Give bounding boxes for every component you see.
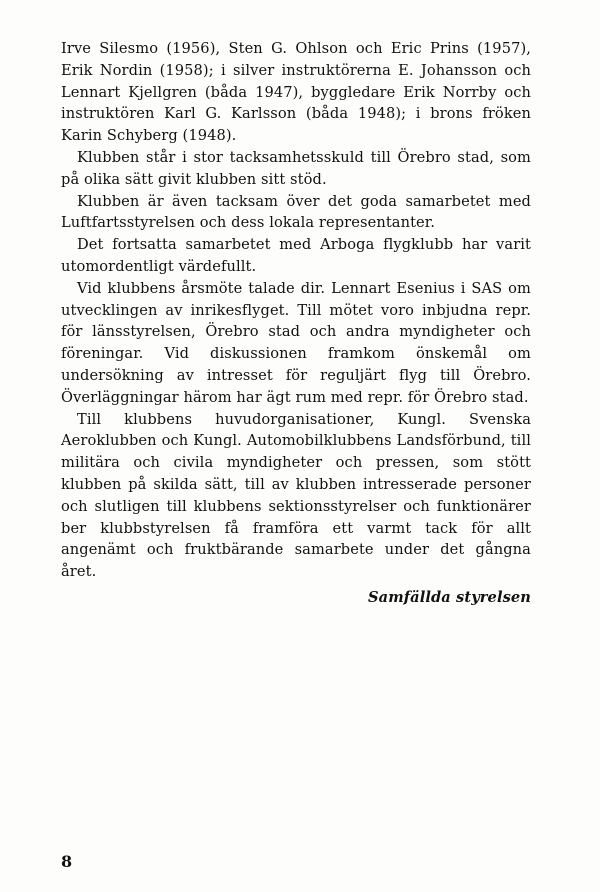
signature: Samfällda styrelsen (368, 588, 531, 606)
body-text (61, 38, 531, 609)
paragraph-luftfartsstyrelsen: Klubben är även tacksam över det goda samarbetet med Luftfartsstyrelsen och dess lokala representanter. (61, 192, 531, 232)
paragraph-arboga-flygklubb: Det fortsatta samarbetet med Arboga flygklubb har varit utomordentligt värdefullt. (61, 236, 531, 275)
paragraph-medal-recipients: Irve Silesmo (1956), Sten G. Ohlson och Eric Prins (1957), Erik Nordin (1958); i silver instruktörerna E. Johansson och Lennart Kjellgren (båda 1947), byggledare Erik Norrby och instruktören Karl G. Karlsson (båda 1948); i brons fröken Karin Schyberg (1948). (61, 40, 531, 145)
paragraph-orebro-stad: Klubben står i stor tacksamhetsskuld till Örebro stad, som på olika sätt givit klubben sitt stöd. (61, 148, 531, 188)
paragraph-arsmote: Vid klubbens årsmöte talade dir. Lennart Esenius i SAS om utvecklingen av inrikesflyget. Till mötet voro inbjudna repr. för länsstyrelsen, Örebro stad och andra myndigheter och föreningar. Vid diskussionen framkom önskemål om undersökning av intresset för reguljärt flyg till Örebro. Överläggningar härom har ägt rum med repr. för Örebro stad. (61, 279, 531, 406)
page-number: 8 (61, 852, 73, 871)
paragraph-thanks: Till klubbens huvudorganisationer, Kungl. Svenska Aeroklubben och Kungl. Automobilklubbens Landsförbund, till militära och civila myndigheter och pressen, som stött klubben på skilda sätt, till av klubben intresserade personer och slutligen till klubbens sektionsstyrelser och funktionärer ber klubbstyrelsen få framföra ett varmt tack för allt angenämt och fruktbärande samarbete under det gångna året. (61, 410, 531, 581)
